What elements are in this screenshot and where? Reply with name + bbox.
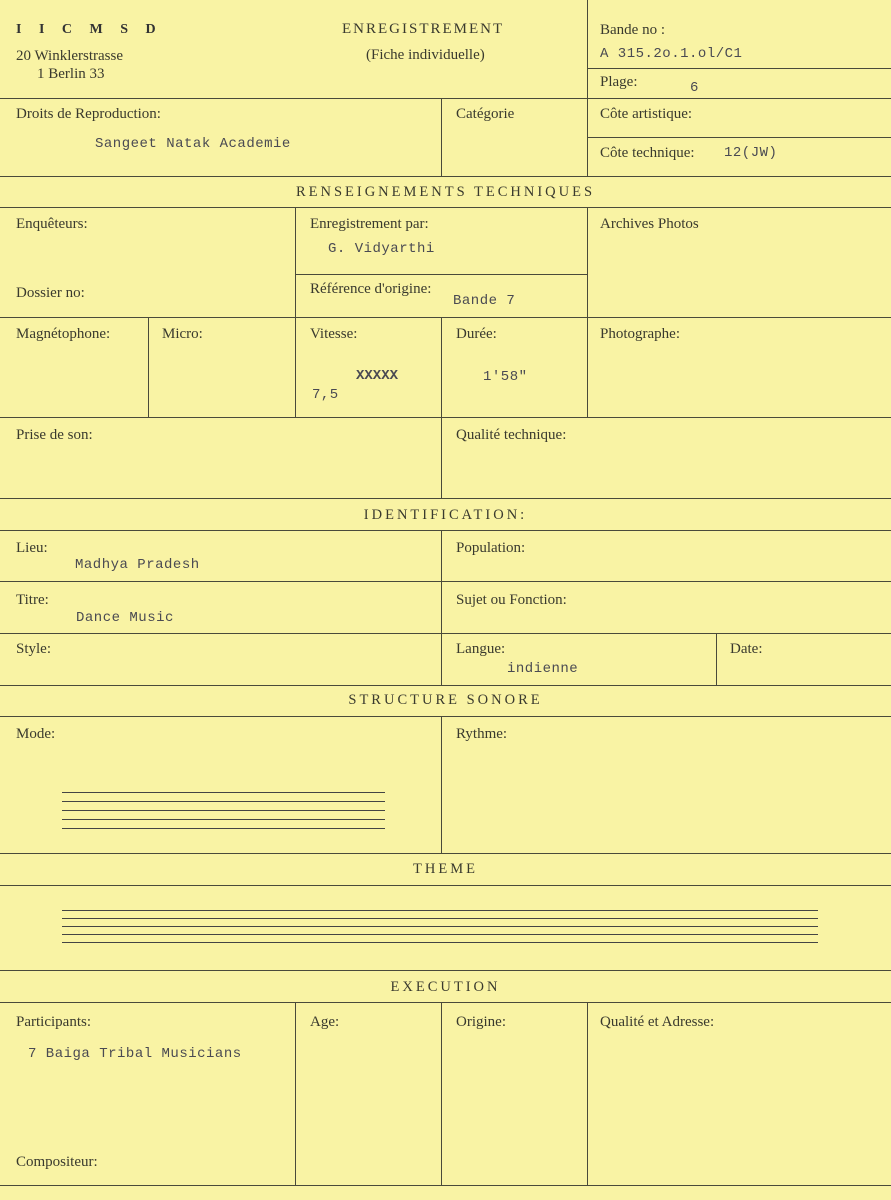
vitesse-label: Vitesse: xyxy=(310,326,358,342)
population-label: Population: xyxy=(456,540,526,556)
rule xyxy=(587,1002,588,1185)
bande-label: Bande no : xyxy=(600,22,665,38)
rule xyxy=(295,207,296,417)
categorie-label: Catégorie xyxy=(456,106,515,122)
droits-value: Sangeet Natak Academie xyxy=(95,136,291,152)
langue-label: Langue: xyxy=(456,641,506,657)
rule xyxy=(0,1185,891,1186)
lieu-value: Madhya Pradesh xyxy=(75,557,200,573)
titre-label: Titre: xyxy=(16,592,49,608)
rule xyxy=(441,98,442,176)
age-label: Age: xyxy=(310,1014,340,1030)
cote-technique-label: Côte technique: xyxy=(600,145,695,161)
plage-label: Plage: xyxy=(600,74,638,90)
duree-value: 1'58" xyxy=(483,369,528,385)
droits-label: Droits de Reproduction: xyxy=(16,106,161,122)
rule xyxy=(0,685,891,686)
rule xyxy=(0,581,891,582)
rule xyxy=(148,317,149,417)
rule xyxy=(587,207,588,417)
plage-value: 6 xyxy=(690,80,699,96)
magnetophone-label: Magnétophone: xyxy=(16,326,111,342)
rule xyxy=(0,98,891,99)
rule xyxy=(0,498,891,499)
rule xyxy=(0,176,891,177)
section-renseignements: RENSEIGNEMENTS TECHNIQUES xyxy=(295,184,596,200)
compositeur-label: Compositeur: xyxy=(16,1154,98,1170)
vitesse-struck-value: XXXXX xyxy=(356,368,399,384)
archives-photos-label: Archives Photos xyxy=(600,216,699,232)
rule xyxy=(587,0,588,176)
style-label: Style: xyxy=(16,641,52,657)
reference-label: Référence d'origine: xyxy=(310,281,432,297)
rule xyxy=(0,317,891,318)
rule xyxy=(0,417,891,418)
rule xyxy=(0,970,891,971)
bande-value: A 315.2o.1.ol/C1 xyxy=(600,46,743,62)
participants-value: 7 Baiga Tribal Musicians xyxy=(28,1046,242,1062)
reference-value: Bande 7 xyxy=(453,293,516,309)
origine-label: Origine: xyxy=(456,1014,506,1030)
enregistrement-par-label: Enregistrement par: xyxy=(310,216,429,232)
rule xyxy=(295,274,587,275)
rythme-label: Rythme: xyxy=(456,726,508,742)
qualite-adresse-label: Qualité et Adresse: xyxy=(600,1014,715,1030)
rule xyxy=(587,68,891,69)
rule xyxy=(0,716,891,717)
mode-label: Mode: xyxy=(16,726,56,742)
cote-technique-value: 12(JW) xyxy=(724,145,778,161)
rule xyxy=(441,317,442,498)
date-label: Date: xyxy=(730,641,763,657)
enregistrement-par-value: G. Vidyarthi xyxy=(328,241,435,257)
rule xyxy=(441,716,442,853)
enqueteurs-label: Enquêteurs: xyxy=(16,216,88,232)
cote-artistique-label: Côte artistique: xyxy=(600,106,693,122)
prise-de-son-label: Prise de son: xyxy=(16,427,93,443)
micro-label: Micro: xyxy=(162,326,203,342)
section-execution: EXECUTION xyxy=(390,979,501,995)
participants-label: Participants: xyxy=(16,1014,91,1030)
titre-value: Dance Music xyxy=(76,610,174,626)
lieu-label: Lieu: xyxy=(16,540,48,556)
address-line-1: 20 Winklerstrasse xyxy=(16,48,124,64)
rule xyxy=(0,530,891,531)
photographe-label: Photographe: xyxy=(600,326,680,342)
qualite-technique-label: Qualité technique: xyxy=(456,427,567,443)
rule xyxy=(0,1002,891,1003)
vitesse-value: 7,5 xyxy=(312,387,339,403)
section-theme: THEME xyxy=(413,861,478,877)
address-line-2: 1 Berlin 33 xyxy=(37,66,105,82)
dossier-label: Dossier no: xyxy=(16,285,85,301)
sujet-label: Sujet ou Fonction: xyxy=(456,592,567,608)
institution-logo: I I C M S D xyxy=(16,22,163,37)
section-structure: STRUCTURE SONORE xyxy=(348,692,543,708)
rule xyxy=(295,1002,296,1185)
rule xyxy=(0,633,891,634)
form-subtitle: (Fiche individuelle) xyxy=(366,47,485,63)
form-title: ENREGISTREMENT xyxy=(342,21,505,37)
rule xyxy=(0,207,891,208)
rule xyxy=(587,137,891,138)
duree-label: Durée: xyxy=(456,326,497,342)
section-identification: IDENTIFICATION: xyxy=(363,507,528,523)
langue-value: indienne xyxy=(507,661,579,677)
rule xyxy=(716,633,717,685)
rule xyxy=(441,1002,442,1185)
rule xyxy=(441,530,442,685)
rule xyxy=(0,885,891,886)
rule xyxy=(0,853,891,854)
